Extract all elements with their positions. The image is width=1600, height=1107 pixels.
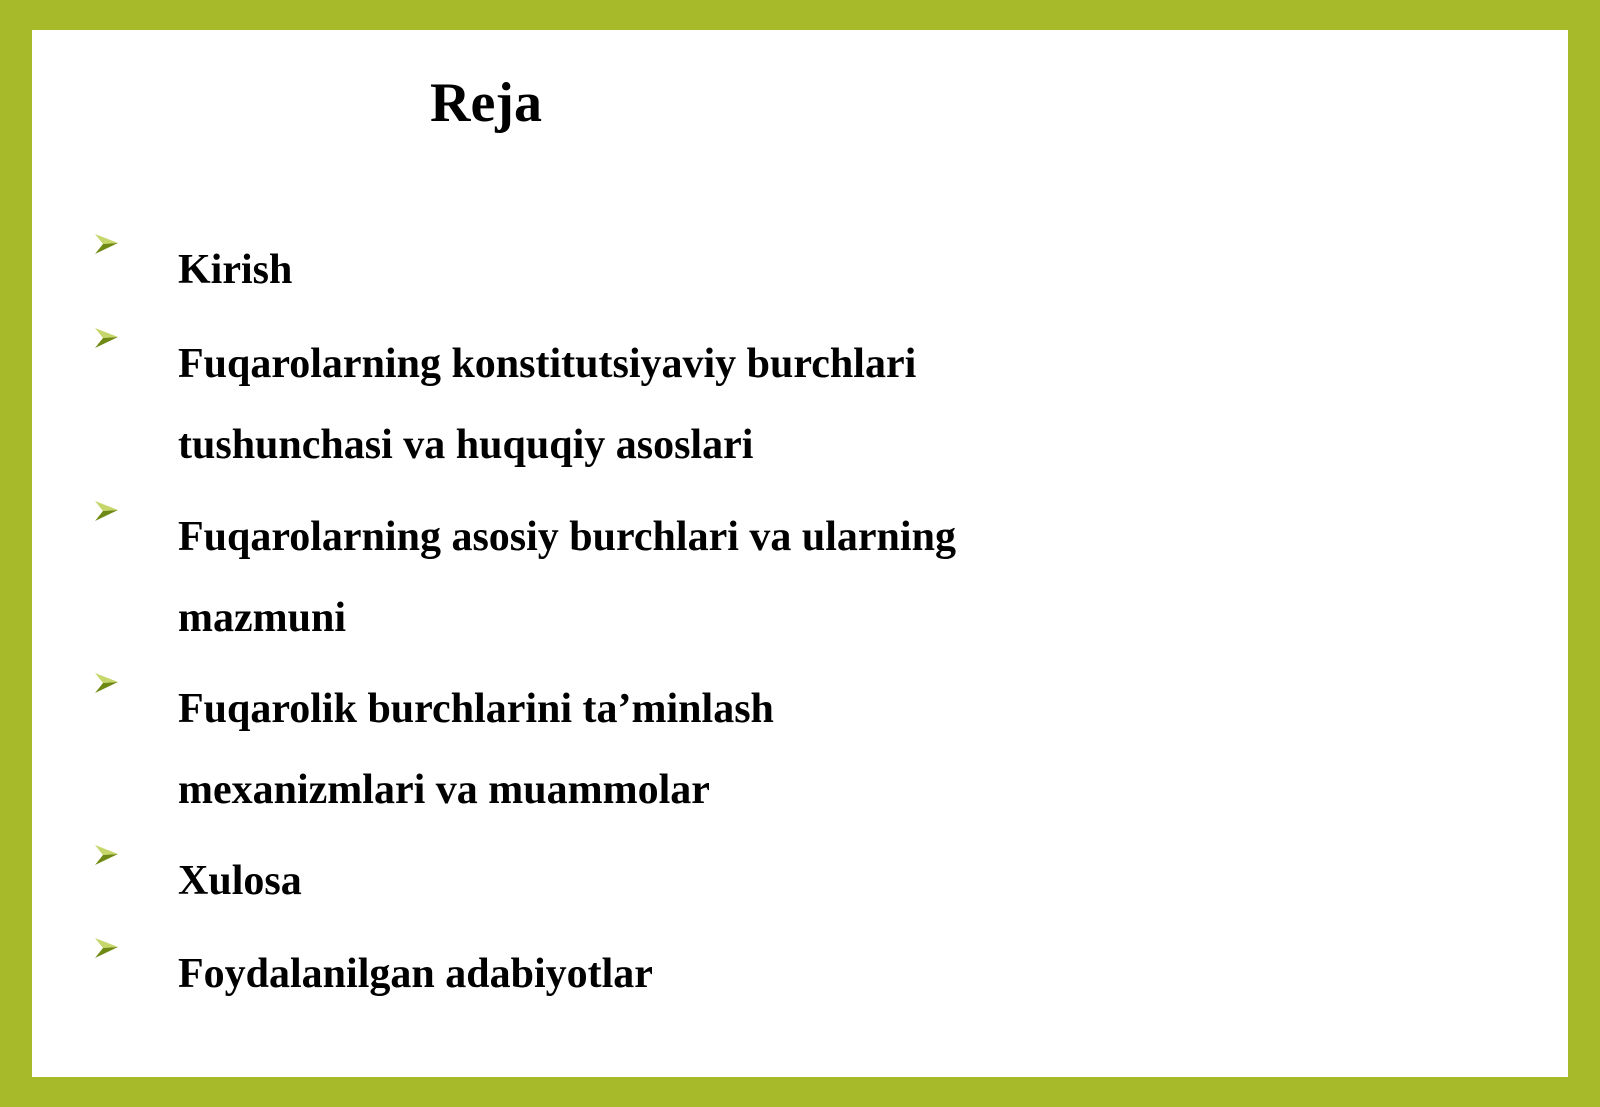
list-item-line: mazmuni [178,595,346,641]
arrowhead-bullet-icon [92,324,122,354]
list-item-line: Fuqarolarning asosiy burchlari va ularning [178,514,956,560]
list-item-text [178,934,1078,1015]
list-item-text [178,324,1078,486]
arrowhead-bullet-icon [92,934,122,964]
list-item-line: Foydalanilgan adabiyotlar [178,951,653,997]
arrowhead-bullet-icon [92,230,122,260]
list-item-line: Fuqarolarning konstitutsiyaviy burchlari [178,341,917,387]
list-item-line: Kirish [178,247,293,293]
list-item-line: mexanizmlari va muammolar [178,767,710,813]
list-item-text [178,497,1078,659]
arrowhead-bullet-icon [92,497,122,527]
list-item-line: tushunchasi va huquqiy asoslari [178,422,754,468]
list-item-text [178,841,1078,922]
list-item-line: Fuqarolik burchlarini ta’minlash [178,686,774,732]
slide [32,30,1568,1077]
arrowhead-bullet-icon [92,841,122,871]
slide-title: Reja [430,72,542,134]
list-item-text [178,669,1078,831]
list-item-line: Xulosa [178,858,302,904]
list-item-text [178,230,1078,311]
arrowhead-bullet-icon [92,669,122,699]
